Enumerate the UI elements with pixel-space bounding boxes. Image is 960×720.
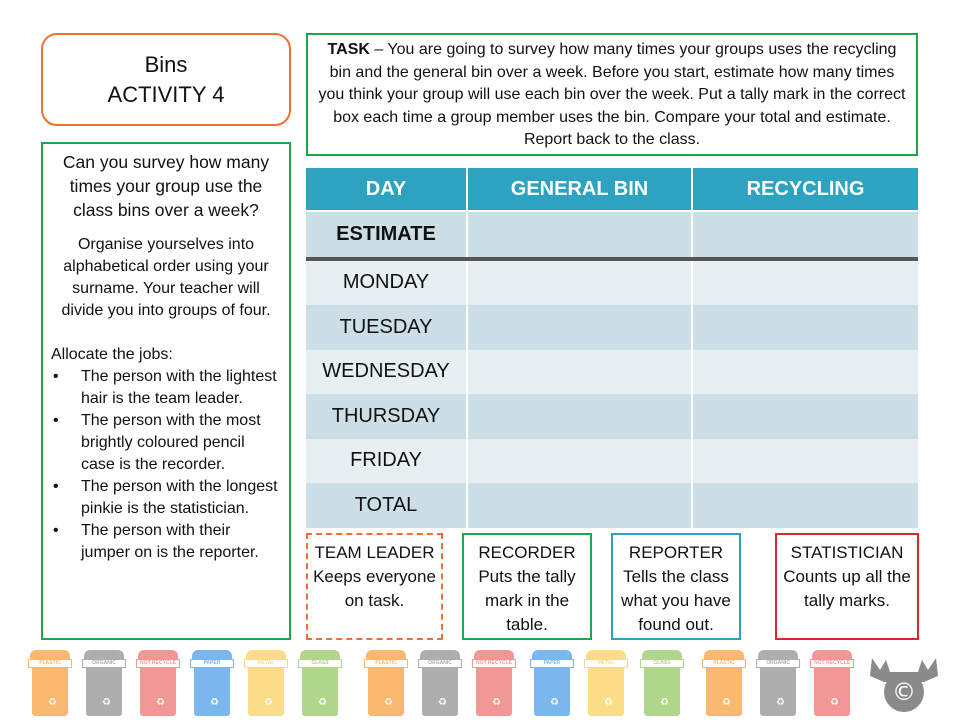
recycle-icon: ♻ xyxy=(550,697,559,708)
list-item: • The person with their jumper on is the reporter. xyxy=(51,520,281,564)
recycle-icon: ♻ xyxy=(722,697,731,708)
bin-icon xyxy=(244,650,288,720)
bin-body xyxy=(194,668,230,716)
recycling-cell[interactable] xyxy=(693,261,918,306)
bin-label: PAPER xyxy=(190,659,234,668)
recycle-icon: ♻ xyxy=(102,697,111,708)
bin-label: PLASTIC xyxy=(364,659,408,668)
bin-body xyxy=(422,668,458,716)
table-row xyxy=(306,305,918,350)
bin-icon xyxy=(418,650,462,720)
question: Can you survey how many times your group use the class bins over a week? xyxy=(62,152,270,220)
recycle-icon: ♻ xyxy=(384,697,393,708)
day-cell: ESTIMATE xyxy=(306,212,468,257)
recycle-icon: ♻ xyxy=(156,697,165,708)
bin-body xyxy=(302,668,338,716)
task-box xyxy=(306,33,918,156)
bin-label: NOT RECYCLE xyxy=(136,659,180,668)
jobs-list xyxy=(51,366,281,564)
recycling-cell[interactable] xyxy=(693,439,918,484)
general-bin-cell[interactable] xyxy=(468,305,693,350)
bin-icon xyxy=(136,650,180,720)
recycling-cell[interactable] xyxy=(693,394,918,439)
bin-icon xyxy=(702,650,746,720)
statistician-box xyxy=(775,533,919,640)
instructions-panel xyxy=(41,142,291,640)
recycle-icon: ♻ xyxy=(264,697,273,708)
table-row xyxy=(306,350,918,395)
bin-label: PAPER xyxy=(530,659,574,668)
tally-table xyxy=(306,168,918,528)
title-line2: ACTIVITY 4 xyxy=(107,81,225,107)
recycle-icon: ♻ xyxy=(318,697,327,708)
recycle-icon: ♻ xyxy=(830,697,839,708)
role-title: STATISTICIAN xyxy=(790,543,904,562)
day-cell: THURSDAY xyxy=(306,394,468,439)
bin-label: NOT RECYCLE xyxy=(810,659,854,668)
bin-label: PLASTIC xyxy=(28,659,72,668)
bin-body xyxy=(706,668,742,716)
bin-icon xyxy=(28,650,72,720)
svg-text:©: © xyxy=(892,678,916,706)
table-row xyxy=(306,394,918,439)
recycle-icon: ♻ xyxy=(438,697,447,708)
table-row xyxy=(306,483,918,528)
bin-icon xyxy=(640,650,684,720)
organise-text: Organise yourselves into alphabetical order using your surname. Your teacher will divide you into groups of four. xyxy=(61,236,271,319)
role-title: RECORDER xyxy=(478,543,576,562)
general-bin-cell[interactable] xyxy=(468,439,693,484)
role-desc: Tells the class what you have found out. xyxy=(621,567,731,634)
general-bin-cell[interactable] xyxy=(468,350,693,395)
bin-body xyxy=(644,668,680,716)
bin-label: METAL xyxy=(244,659,288,668)
bin-label: NOT RECYCLE xyxy=(472,659,516,668)
bin-body xyxy=(814,668,850,716)
bin-icon xyxy=(364,650,408,720)
bin-body xyxy=(248,668,284,716)
role-desc: Puts the tally mark in the table. xyxy=(478,567,576,634)
recycling-cell[interactable] xyxy=(693,350,918,395)
copyright-logo xyxy=(866,652,942,716)
role-title: REPORTER xyxy=(628,543,724,562)
bin-label: METAL xyxy=(584,659,628,668)
activity-title xyxy=(41,33,291,126)
bin-icon xyxy=(584,650,628,720)
list-item: • The person with the most brightly coloured pencil case is the recorder. xyxy=(51,410,281,476)
bin-body xyxy=(86,668,122,716)
general-bin-cell[interactable] xyxy=(468,394,693,439)
role-desc: Keeps everyone on task. xyxy=(313,567,436,610)
recycling-cell[interactable] xyxy=(693,212,918,257)
task-label: TASK xyxy=(327,41,370,58)
bin-body xyxy=(476,668,512,716)
header-recycling: RECYCLING xyxy=(746,177,865,200)
general-bin-cell[interactable] xyxy=(468,212,693,257)
reporter-box xyxy=(611,533,741,640)
table-row xyxy=(306,261,918,306)
bin-icon xyxy=(810,650,854,720)
header-general-bin: GENERAL BIN xyxy=(468,168,693,210)
day-cell: TOTAL xyxy=(306,483,468,528)
general-bin-cell[interactable] xyxy=(468,261,693,306)
bin-label: GLASS xyxy=(298,659,342,668)
table-row xyxy=(306,439,918,484)
general-bin-cell[interactable] xyxy=(468,483,693,528)
header-day: DAY xyxy=(306,168,468,210)
bin-icon xyxy=(190,650,234,720)
table-body xyxy=(306,212,918,528)
recycling-cell[interactable] xyxy=(693,483,918,528)
day-cell: MONDAY xyxy=(306,261,468,306)
table-row xyxy=(306,212,918,257)
bin-icon xyxy=(472,650,516,720)
recycling-cell[interactable] xyxy=(693,305,918,350)
list-item: • The person with the lightest hair is the team leader. xyxy=(51,366,281,410)
recycle-icon: ♻ xyxy=(210,697,219,708)
recycle-icon: ♻ xyxy=(48,697,57,708)
bins-strip xyxy=(0,646,960,720)
bin-label: GLASS xyxy=(640,659,684,668)
recycle-icon: ♻ xyxy=(492,697,501,708)
title-line1: Bins xyxy=(144,51,188,77)
recycle-icon: ♻ xyxy=(776,697,785,708)
bin-label: ORGANIC xyxy=(756,659,800,668)
bin-label: ORGANIC xyxy=(82,659,126,668)
day-cell: WEDNESDAY xyxy=(306,350,468,395)
bin-label: ORGANIC xyxy=(418,659,462,668)
day-cell: TUESDAY xyxy=(306,305,468,350)
bin-body xyxy=(140,668,176,716)
bin-icon xyxy=(756,650,800,720)
task-text: – You are going to survey how many times your groups uses the recycling bin and the general bin over a week. Before you start, estimate how many times you think your group will use each bin over the week. Put a tally mark in the correct box each time a group member uses the bin. Compare your total and estimate. Report back to the class. xyxy=(318,41,906,148)
list-item: • The person with the longest pinkie is the statistician. xyxy=(51,476,281,520)
bin-label: PLASTIC xyxy=(702,659,746,668)
role-title: TEAM LEADER xyxy=(314,543,435,562)
day-cell: FRIDAY xyxy=(306,439,468,484)
allocate-label: Allocate the jobs: xyxy=(51,346,173,363)
recycle-icon: ♻ xyxy=(604,697,613,708)
bin-body xyxy=(368,668,404,716)
bin-body xyxy=(760,668,796,716)
bin-icon xyxy=(298,650,342,720)
bin-body xyxy=(534,668,570,716)
recorder-box xyxy=(462,533,592,640)
bin-icon xyxy=(82,650,126,720)
bin-body xyxy=(32,668,68,716)
bin-icon xyxy=(530,650,574,720)
table-header xyxy=(306,168,918,210)
recycle-icon: ♻ xyxy=(660,697,669,708)
team-leader-box xyxy=(306,533,443,640)
bin-body xyxy=(588,668,624,716)
role-desc: Counts up all the tally marks. xyxy=(783,567,911,610)
